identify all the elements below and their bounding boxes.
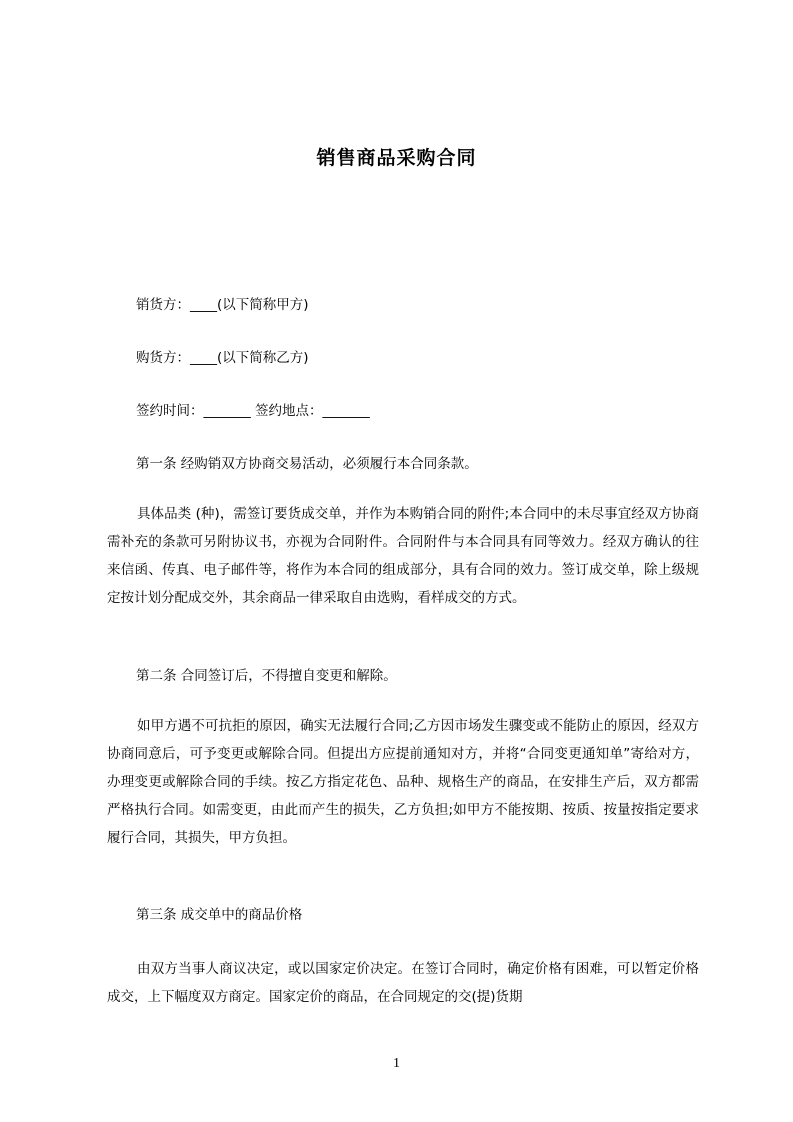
buyer-line: 购货方：____(以下简称乙方) [136, 350, 309, 366]
sign-info-line: 签约时间：_______ 签约地点：_______ [136, 403, 370, 419]
document-title: 销售商品采购合同 [316, 147, 477, 169]
article-3-heading: 第三条 成交单中的商品价格 [136, 907, 303, 923]
article-1-body: 具体品类 (种)，需签订要货成交单，并作为本购销合同的附件;本合同中的未尽事宜经双方协商需补充的条款可另附协议书，亦视为合同附件。合同附件与本合同具有同等效力。经双方确认的往来信函、传真、电子邮件等，将作为本合同的组成部分，具有合同的效力。签订成交单，除上级规定按计划分配成交外，其余商品一律采取自由选购，看样成交的方式。 [107, 506, 699, 606]
article-2-heading: 第二条 合同签订后，不得擅自变更和解除。 [136, 668, 397, 684]
page-number: 1 [393, 1056, 400, 1071]
article-3-body: 由双方当事人商议决定，或以国家定价决定。在签订合同时，确定价格有困难，可以暂定价格成交，上下幅度双方商定。国家定价的商品，在合同规定的交(提)货期 [107, 961, 699, 1005]
article-2-body: 如甲方遇不可抗拒的原因，确实无法履行合同;乙方因市场发生骤变或不能防止的原因，经双方协商同意后，可予变更或解除合同。但提出方应提前通知对方，并将“合同变更通知单”寄给对方，办理变更或解除合同的手续。按乙方指定花色、品种、规格生产的商品，在安排生产后，双方都需严格执行合同。如需变更，由此而产生的损失，乙方负担;如甲方不能按期、按质、按量按指定要求履行合同，其损失，甲方负担。 [107, 718, 699, 846]
article-1-heading: 第一条 经购销双方协商交易活动，必须履行本合同条款。 [136, 456, 478, 472]
seller-line: 销货方：____(以下简称甲方) [136, 297, 309, 313]
